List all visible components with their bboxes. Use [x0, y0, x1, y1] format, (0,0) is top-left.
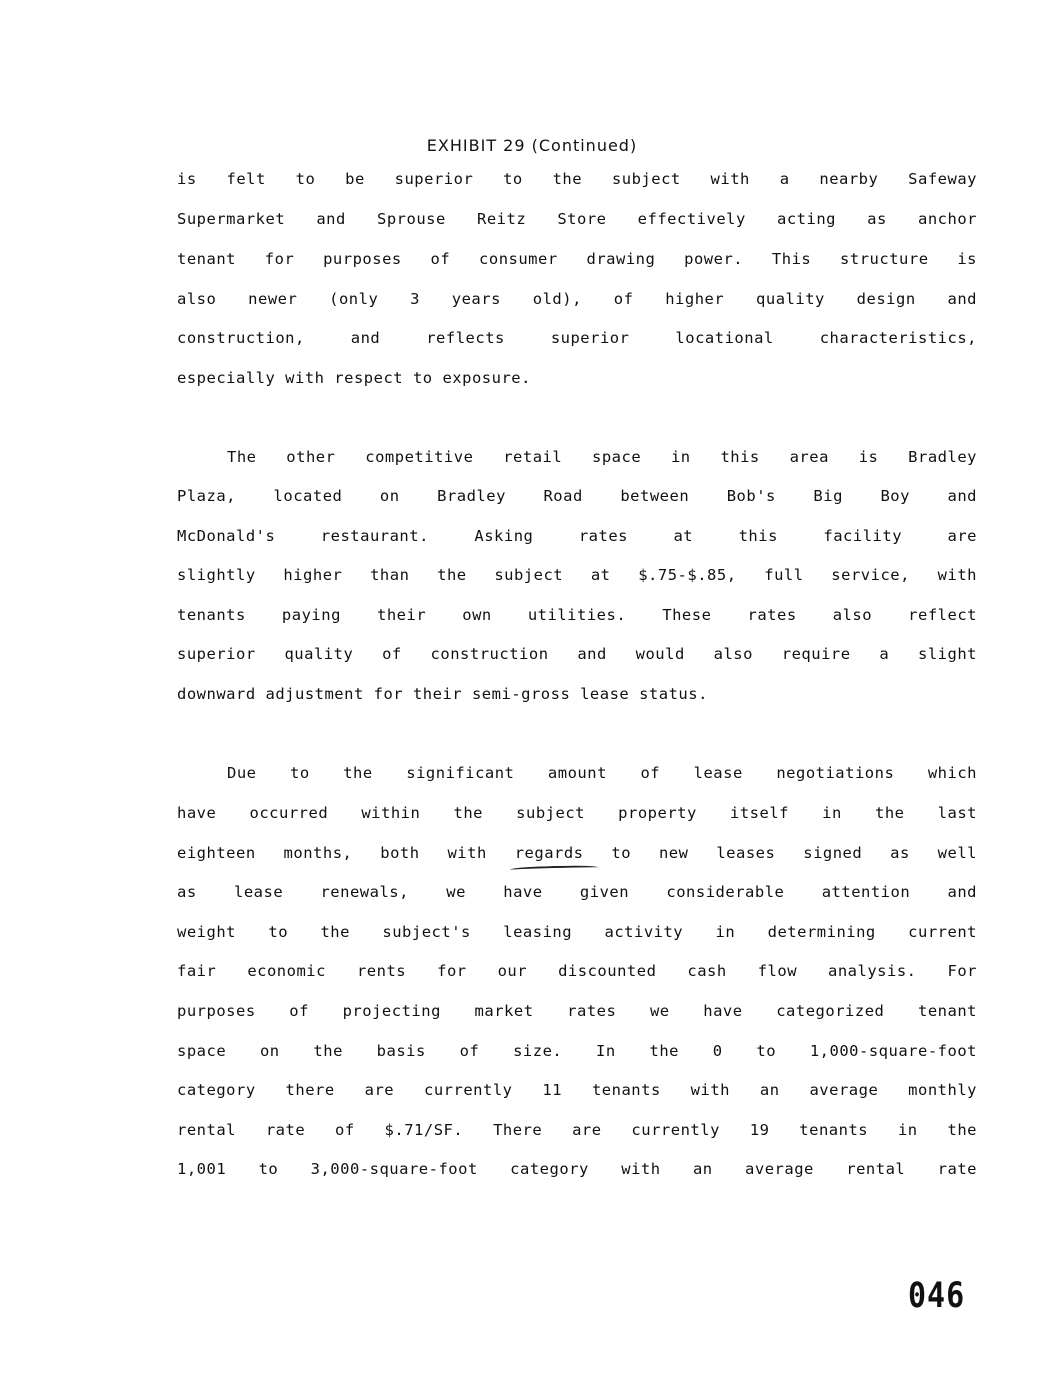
paragraph-1-line-6: especially with respect to exposure. — [177, 369, 531, 387]
paragraph-1-line-1: is felt to be superior to the subject with a nearby Safeway — [177, 170, 977, 188]
paragraph-3-line-3: eighteen months, both with regards to new leases signed as well — [177, 844, 977, 862]
paragraph-1-line-3: tenant for purposes of consumer drawing power. This structure is — [177, 250, 977, 268]
paragraph-3-line-8: space on the basis of size. In the 0 to 1,000-square-foot — [177, 1042, 977, 1060]
paragraph-3-line-5: weight to the subject's leasing activity in determining current — [177, 923, 977, 941]
paragraph-2-line-3: McDonald's restaurant. Asking rates at this facility are — [177, 527, 977, 545]
exhibit-header: EXHIBIT 29 (Continued) — [426, 136, 638, 155]
paragraph-3-line-7: purposes of projecting market rates we have categorized tenant — [177, 1002, 977, 1020]
paragraph-1-line-5: construction, and reflects superior locational characteristics, — [177, 329, 977, 347]
paragraph-1-line-4: also newer (only 3 years old), of higher quality design and — [177, 290, 977, 308]
paragraph-3-line-1: Due to the significant amount of lease negotiations which — [227, 764, 977, 782]
paragraph-2-line-2: Plaza, located on Bradley Road between Bob's Big Boy and — [177, 487, 977, 505]
paragraph-2-line-7: downward adjustment for their semi-gross lease status. — [177, 685, 708, 703]
handwritten-underline-mark — [510, 865, 598, 872]
paragraph-2-line-4: slightly higher than the subject at $.75-$.85, full service, with — [177, 566, 977, 584]
paragraph-3-line-11: 1,001 to 3,000-square-foot category with an average rental rate — [177, 1160, 977, 1178]
paragraph-2-line-5: tenants paying their own utilities. These rates also reflect — [177, 606, 977, 624]
paragraph-3-line-6: fair economic rents for our discounted cash flow analysis. For — [177, 962, 977, 980]
paragraph-2-line-6: superior quality of construction and would also require a slight — [177, 645, 977, 663]
paragraph-3-line-4: as lease renewals, we have given considerable attention and — [177, 883, 977, 901]
paragraph-2-line-1: The other competitive retail space in this area is Bradley — [227, 448, 977, 466]
paragraph-1-line-2: Supermarket and Sprouse Reitz Store effectively acting as anchor — [177, 210, 977, 228]
paragraph-3-line-10: rental rate of $.71/SF. There are currently 19 tenants in the — [177, 1121, 977, 1139]
page-number: 046 — [908, 1276, 966, 1317]
paragraph-3-line-9: category there are currently 11 tenants with an average monthly — [177, 1081, 977, 1099]
paragraph-3-line-2: have occurred within the subject property itself in the last — [177, 804, 977, 822]
